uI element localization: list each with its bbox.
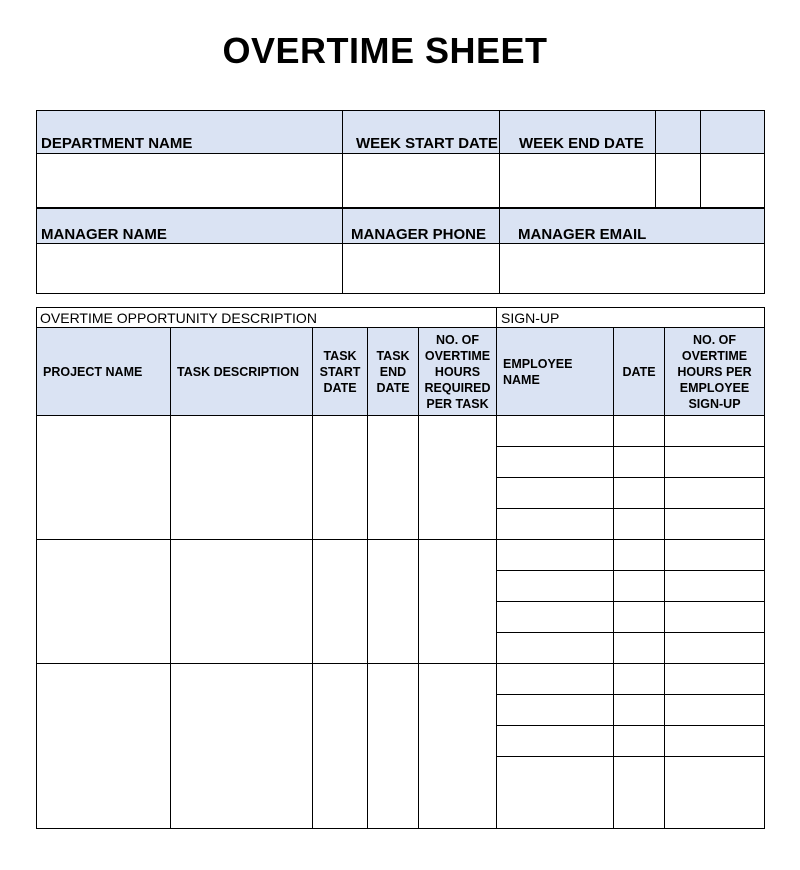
manager-email-label: MANAGER EMAIL bbox=[518, 226, 647, 243]
manager-phone-label: MANAGER PHONE bbox=[351, 226, 487, 243]
signup-row-line bbox=[496, 694, 765, 695]
signup-row-line bbox=[496, 570, 765, 571]
column-line bbox=[170, 415, 171, 829]
week-start-date-field[interactable] bbox=[343, 154, 499, 207]
project-name-header: PROJECT NAME bbox=[36, 327, 171, 416]
page-title: OVERTIME SHEET bbox=[222, 30, 548, 71]
task-start-date-header: TASK START DATE bbox=[312, 327, 368, 416]
signup-section-label: SIGN-UP bbox=[501, 310, 560, 326]
week-end-date-label: WEEK END DATE bbox=[519, 135, 644, 152]
opportunity-section-label: OVERTIME OPPORTUNITY DESCRIPTION bbox=[40, 310, 317, 326]
task-group-separator bbox=[36, 539, 765, 540]
manager-phone-field[interactable] bbox=[343, 244, 499, 293]
date-header: DATE bbox=[613, 327, 665, 416]
hours-per-employee-header: NO. OF OVERTIME HOURS PER EMPLOYEE SIGN-UP bbox=[664, 327, 765, 416]
signup-row-line bbox=[496, 725, 765, 726]
task-description-header: TASK DESCRIPTION bbox=[170, 327, 313, 416]
column-line bbox=[312, 415, 313, 829]
task-group-separator bbox=[36, 663, 765, 664]
column-line bbox=[367, 415, 368, 829]
signup-row-line bbox=[496, 446, 765, 447]
top-form-col-line bbox=[655, 110, 656, 208]
department-name-label: DEPARTMENT NAME bbox=[41, 135, 193, 152]
column-line bbox=[418, 415, 419, 829]
employee-name-header: EMPLOYEE NAME bbox=[496, 327, 614, 416]
signup-row-line bbox=[496, 508, 765, 509]
department-name-field[interactable] bbox=[37, 154, 342, 207]
signup-row-line bbox=[496, 632, 765, 633]
task-end-date-header: TASK END DATE bbox=[367, 327, 419, 416]
section-divider bbox=[496, 307, 497, 328]
top-form-col-line bbox=[700, 110, 701, 208]
signup-row-line bbox=[496, 477, 765, 478]
manager-email-field[interactable] bbox=[500, 244, 764, 293]
week-start-date-label: WEEK START DATE bbox=[356, 135, 498, 152]
week-end-date-field[interactable] bbox=[500, 154, 655, 207]
manager-name-label: MANAGER NAME bbox=[41, 226, 167, 243]
manager-name-field[interactable] bbox=[37, 244, 342, 293]
signup-row-line bbox=[496, 601, 765, 602]
signup-row-line bbox=[496, 756, 765, 757]
overtime-hours-header: NO. OF OVERTIME HOURS REQUIRED PER TASK bbox=[418, 327, 497, 416]
